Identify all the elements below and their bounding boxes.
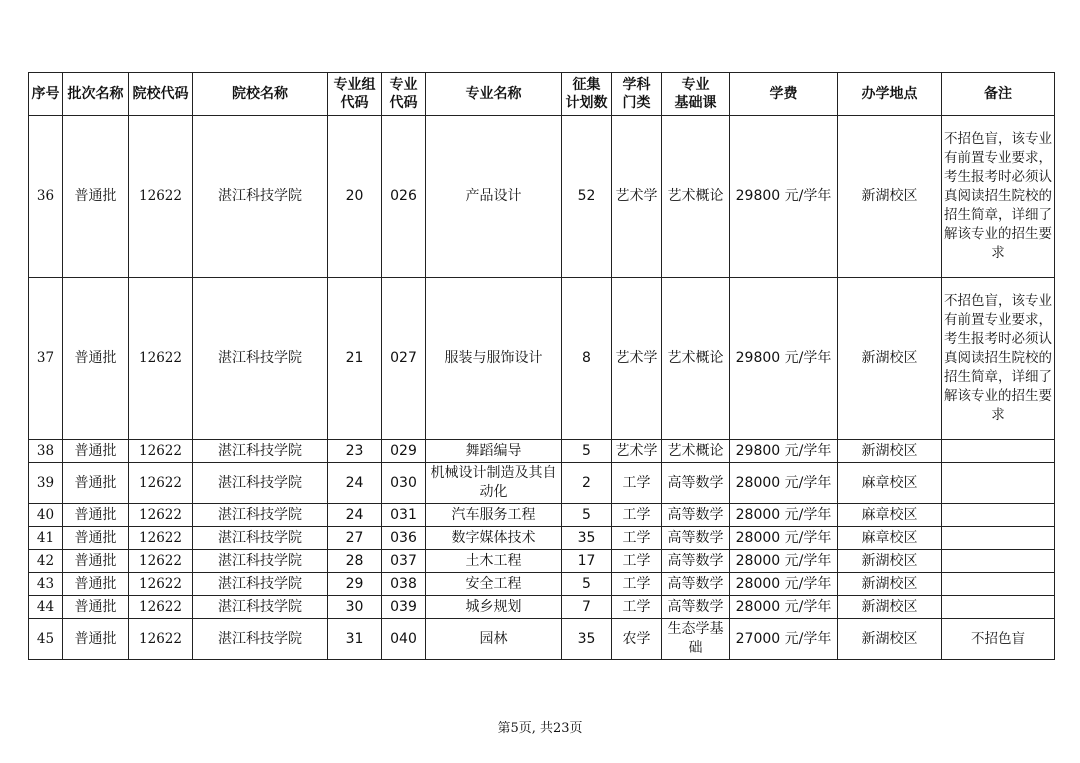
cell-major-code: 026 bbox=[382, 116, 426, 278]
cell-batch: 普通批 bbox=[63, 527, 129, 550]
cell-batch: 普通批 bbox=[63, 440, 129, 463]
cell-major-name: 舞蹈编导 bbox=[426, 440, 562, 463]
cell-remark bbox=[942, 527, 1055, 550]
header-row bbox=[29, 73, 1055, 116]
header-major-code: 专业 代码 bbox=[382, 73, 426, 116]
cell-discipline: 工学 bbox=[612, 573, 662, 596]
cell-remark bbox=[942, 596, 1055, 619]
cell-plan: 17 bbox=[562, 550, 612, 573]
cell-school-name: 湛江科技学院 bbox=[193, 619, 328, 660]
cell-school-name: 湛江科技学院 bbox=[193, 440, 328, 463]
cell-major-code: 036 bbox=[382, 527, 426, 550]
cell-location: 新湖校区 bbox=[838, 116, 942, 278]
cell-discipline: 工学 bbox=[612, 596, 662, 619]
cell-plan: 35 bbox=[562, 619, 612, 660]
cell-school-code: 12622 bbox=[129, 116, 193, 278]
table-row bbox=[29, 573, 1055, 596]
cell-seq: 44 bbox=[29, 596, 63, 619]
cell-group-code: 30 bbox=[328, 596, 382, 619]
admission-table bbox=[28, 72, 1055, 660]
cell-major-code: 031 bbox=[382, 504, 426, 527]
cell-seq: 36 bbox=[29, 116, 63, 278]
cell-plan: 35 bbox=[562, 527, 612, 550]
cell-major-name: 机械设计制造及其自动化 bbox=[426, 463, 562, 504]
cell-group-code: 31 bbox=[328, 619, 382, 660]
cell-group-code: 20 bbox=[328, 116, 382, 278]
cell-seq: 45 bbox=[29, 619, 63, 660]
cell-major-code: 037 bbox=[382, 550, 426, 573]
table-row bbox=[29, 619, 1055, 660]
header-tuition: 学费 bbox=[730, 73, 838, 116]
cell-discipline: 工学 bbox=[612, 463, 662, 504]
cell-group-code: 28 bbox=[328, 550, 382, 573]
header-group-code: 专业组 代码 bbox=[328, 73, 382, 116]
cell-plan: 5 bbox=[562, 504, 612, 527]
cell-school-code: 12622 bbox=[129, 550, 193, 573]
table-row bbox=[29, 440, 1055, 463]
table-row bbox=[29, 550, 1055, 573]
cell-basic-course: 高等数学 bbox=[662, 550, 730, 573]
header-remark: 备注 bbox=[942, 73, 1055, 116]
cell-school-name: 湛江科技学院 bbox=[193, 527, 328, 550]
cell-batch: 普通批 bbox=[63, 463, 129, 504]
cell-plan: 7 bbox=[562, 596, 612, 619]
cell-school-name: 湛江科技学院 bbox=[193, 116, 328, 278]
cell-tuition: 28000 元/学年 bbox=[730, 527, 838, 550]
cell-discipline: 艺术学 bbox=[612, 116, 662, 278]
cell-school-name: 湛江科技学院 bbox=[193, 504, 328, 527]
header-plan: 征集 计划数 bbox=[562, 73, 612, 116]
cell-basic-course: 艺术概论 bbox=[662, 116, 730, 278]
cell-plan: 5 bbox=[562, 440, 612, 463]
header-discipline: 学科 门类 bbox=[612, 73, 662, 116]
cell-remark bbox=[942, 463, 1055, 504]
cell-group-code: 24 bbox=[328, 504, 382, 527]
cell-remark: 不招色盲，该专业有前置专业要求，考生报考时必须认真阅读招生院校的招生简章，详细了解该专业的招生要求 bbox=[942, 116, 1055, 278]
cell-major-name: 城乡规划 bbox=[426, 596, 562, 619]
header-school-name: 院校名称 bbox=[193, 73, 328, 116]
cell-plan: 8 bbox=[562, 278, 612, 440]
cell-remark bbox=[942, 573, 1055, 596]
cell-seq: 37 bbox=[29, 278, 63, 440]
cell-major-name: 土木工程 bbox=[426, 550, 562, 573]
cell-school-code: 12622 bbox=[129, 527, 193, 550]
cell-discipline: 艺术学 bbox=[612, 440, 662, 463]
cell-school-code: 12622 bbox=[129, 619, 193, 660]
cell-batch: 普通批 bbox=[63, 573, 129, 596]
cell-tuition: 28000 元/学年 bbox=[730, 550, 838, 573]
header-basic-course: 专业 基础课 bbox=[662, 73, 730, 116]
cell-major-code: 029 bbox=[382, 440, 426, 463]
cell-tuition: 29800 元/学年 bbox=[730, 278, 838, 440]
cell-batch: 普通批 bbox=[63, 278, 129, 440]
cell-discipline: 工学 bbox=[612, 527, 662, 550]
cell-location: 新湖校区 bbox=[838, 573, 942, 596]
cell-batch: 普通批 bbox=[63, 619, 129, 660]
cell-discipline: 工学 bbox=[612, 550, 662, 573]
cell-plan: 2 bbox=[562, 463, 612, 504]
cell-seq: 43 bbox=[29, 573, 63, 596]
cell-major-code: 039 bbox=[382, 596, 426, 619]
cell-location: 麻章校区 bbox=[838, 527, 942, 550]
cell-tuition: 29800 元/学年 bbox=[730, 440, 838, 463]
cell-basic-course: 艺术概论 bbox=[662, 440, 730, 463]
cell-school-code: 12622 bbox=[129, 573, 193, 596]
cell-school-name: 湛江科技学院 bbox=[193, 463, 328, 504]
cell-group-code: 24 bbox=[328, 463, 382, 504]
cell-remark bbox=[942, 440, 1055, 463]
cell-remark bbox=[942, 504, 1055, 527]
cell-major-name: 服装与服饰设计 bbox=[426, 278, 562, 440]
cell-basic-course: 高等数学 bbox=[662, 463, 730, 504]
cell-basic-course: 高等数学 bbox=[662, 596, 730, 619]
cell-location: 新湖校区 bbox=[838, 619, 942, 660]
cell-major-name: 数字媒体技术 bbox=[426, 527, 562, 550]
table-row bbox=[29, 596, 1055, 619]
header-location: 办学地点 bbox=[838, 73, 942, 116]
cell-group-code: 23 bbox=[328, 440, 382, 463]
cell-discipline: 工学 bbox=[612, 504, 662, 527]
cell-discipline: 艺术学 bbox=[612, 278, 662, 440]
cell-basic-course: 艺术概论 bbox=[662, 278, 730, 440]
cell-school-name: 湛江科技学院 bbox=[193, 550, 328, 573]
cell-seq: 38 bbox=[29, 440, 63, 463]
cell-tuition: 28000 元/学年 bbox=[730, 504, 838, 527]
cell-major-name: 产品设计 bbox=[426, 116, 562, 278]
table-row bbox=[29, 504, 1055, 527]
cell-major-code: 030 bbox=[382, 463, 426, 504]
header-seq: 序号 bbox=[29, 73, 63, 116]
cell-seq: 40 bbox=[29, 504, 63, 527]
cell-location: 新湖校区 bbox=[838, 440, 942, 463]
cell-basic-course: 生态学基础 bbox=[662, 619, 730, 660]
cell-school-code: 12622 bbox=[129, 463, 193, 504]
cell-group-code: 29 bbox=[328, 573, 382, 596]
cell-major-code: 040 bbox=[382, 619, 426, 660]
table-row bbox=[29, 463, 1055, 504]
cell-batch: 普通批 bbox=[63, 596, 129, 619]
cell-school-code: 12622 bbox=[129, 596, 193, 619]
cell-location: 新湖校区 bbox=[838, 550, 942, 573]
cell-basic-course: 高等数学 bbox=[662, 573, 730, 596]
cell-discipline: 农学 bbox=[612, 619, 662, 660]
cell-school-name: 湛江科技学院 bbox=[193, 596, 328, 619]
cell-plan: 52 bbox=[562, 116, 612, 278]
cell-major-name: 园林 bbox=[426, 619, 562, 660]
header-major-name: 专业名称 bbox=[426, 73, 562, 116]
header-school-code: 院校代码 bbox=[129, 73, 193, 116]
cell-major-name: 汽车服务工程 bbox=[426, 504, 562, 527]
cell-tuition: 28000 元/学年 bbox=[730, 463, 838, 504]
cell-major-code: 027 bbox=[382, 278, 426, 440]
cell-tuition: 28000 元/学年 bbox=[730, 596, 838, 619]
cell-seq: 41 bbox=[29, 527, 63, 550]
cell-seq: 42 bbox=[29, 550, 63, 573]
cell-tuition: 29800 元/学年 bbox=[730, 116, 838, 278]
cell-location: 新湖校区 bbox=[838, 596, 942, 619]
cell-location: 新湖校区 bbox=[838, 278, 942, 440]
cell-group-code: 27 bbox=[328, 527, 382, 550]
cell-school-name: 湛江科技学院 bbox=[193, 278, 328, 440]
table-row bbox=[29, 527, 1055, 550]
table-row bbox=[29, 116, 1055, 278]
cell-school-code: 12622 bbox=[129, 504, 193, 527]
cell-school-code: 12622 bbox=[129, 278, 193, 440]
cell-tuition: 28000 元/学年 bbox=[730, 573, 838, 596]
cell-basic-course: 高等数学 bbox=[662, 504, 730, 527]
cell-school-name: 湛江科技学院 bbox=[193, 573, 328, 596]
cell-major-name: 安全工程 bbox=[426, 573, 562, 596]
cell-batch: 普通批 bbox=[63, 116, 129, 278]
cell-group-code: 21 bbox=[328, 278, 382, 440]
cell-seq: 39 bbox=[29, 463, 63, 504]
page-footer: 第5页, 共23页 bbox=[497, 721, 583, 736]
cell-remark: 不招色盲，该专业有前置专业要求，考生报考时必须认真阅读招生院校的招生简章，详细了解该专业的招生要求 bbox=[942, 278, 1055, 440]
cell-batch: 普通批 bbox=[63, 504, 129, 527]
cell-remark: 不招色盲 bbox=[942, 619, 1055, 660]
cell-remark bbox=[942, 550, 1055, 573]
cell-tuition: 27000 元/学年 bbox=[730, 619, 838, 660]
cell-basic-course: 高等数学 bbox=[662, 527, 730, 550]
cell-location: 麻章校区 bbox=[838, 463, 942, 504]
cell-batch: 普通批 bbox=[63, 550, 129, 573]
cell-plan: 5 bbox=[562, 573, 612, 596]
cell-major-code: 038 bbox=[382, 573, 426, 596]
cell-location: 麻章校区 bbox=[838, 504, 942, 527]
header-batch: 批次名称 bbox=[63, 73, 129, 116]
cell-school-code: 12622 bbox=[129, 440, 193, 463]
table-row bbox=[29, 278, 1055, 440]
